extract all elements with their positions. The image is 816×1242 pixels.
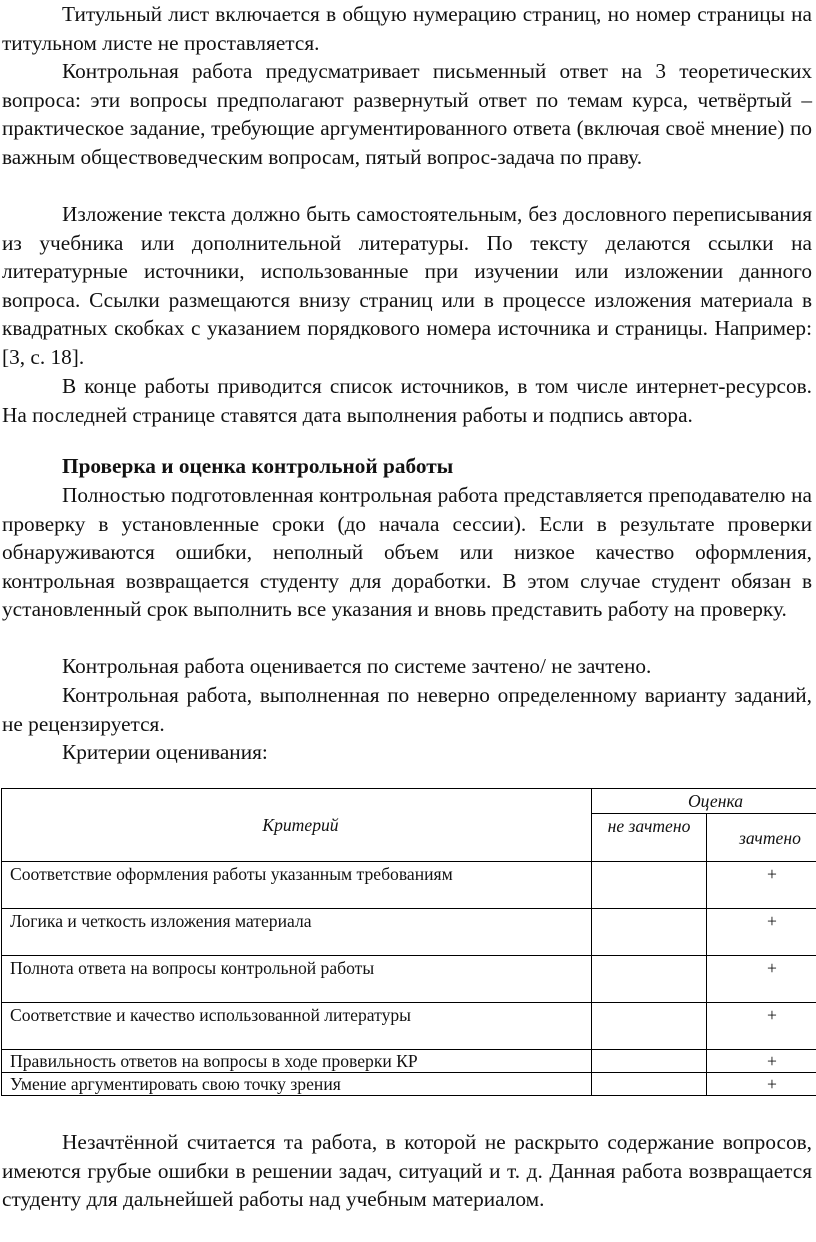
paragraph-check-process: Полностью подготовленная контрольная работа представляется преподавателю на проверку в установленные сроки (до начала сессии). Если в результате проверки обнаруживаются ошибки, неполный объем или низкое качество оформления, контрольная возвращается студенту для доработки. В этом случае студент обязан в установленный срок выполнить все указания и вновь представить работу на проверку. [2, 483, 812, 622]
criterion-cell: Соответствие оформления работы указанным требованиям [2, 862, 592, 909]
table-row [2, 956, 816, 1003]
passed-cell: + [707, 862, 816, 909]
header-criterion: Критерий [2, 789, 592, 862]
passed-cell: + [707, 909, 816, 956]
table-row [2, 909, 816, 956]
table-row [2, 1003, 816, 1050]
paragraph-assignment-structure: Контрольная работа предусматривает письменный ответ на 3 теоретических вопроса: эти вопросы предполагают развернутый ответ по темам курса, четвёртый – практическое задание, требующие аргументированного ответа (включая своё мнение) по важным обществоведческим вопросам, пятый вопрос-задача по праву. [2, 59, 812, 169]
not-passed-cell [592, 1050, 707, 1073]
table-row [2, 1073, 816, 1096]
passed-cell: + [707, 1073, 816, 1096]
passed-cell: + [707, 1050, 816, 1073]
paragraph-failed-work: Незачтённой считается та работа, в которой не раскрыто содержание вопросов, имеются грубые ошибки в решении задач, ситуаций и т. д. Данная работа возвращается студенту для дальнейшей работы над учебным материалом. [2, 1130, 812, 1212]
criteria-intro: Критерии оценивания: [62, 740, 268, 764]
criterion-cell: Полнота ответа на вопросы контрольной работы [2, 956, 592, 1003]
paragraph-wrong-variant: Контрольная работа, выполненная по неверно определенному варианту заданий, не рецензируется. [2, 683, 812, 736]
criterion-cell: Логика и четкость изложения материала [2, 909, 592, 956]
table-row [2, 862, 816, 909]
not-passed-cell [592, 956, 707, 1003]
paragraph-sources: В конце работы приводится список источников, в том числе интернет-ресурсов. На последней странице ставятся дата выполнения работы и подпись автора. [2, 374, 812, 427]
header-passed: зачтено [707, 814, 816, 862]
passed-cell: + [707, 956, 816, 1003]
not-passed-cell [592, 1073, 707, 1096]
table-row [2, 1050, 816, 1073]
section-heading: Проверка и оценка контрольной работы [62, 454, 454, 478]
criteria-table [1, 788, 816, 1096]
criterion-cell: Соответствие и качество использованной литературы [2, 1003, 592, 1050]
not-passed-cell [592, 862, 707, 909]
passed-cell: + [707, 1003, 816, 1050]
not-passed-cell [592, 909, 707, 956]
header-not-passed: не зачтено [592, 814, 707, 862]
header-grade: Оценка [592, 789, 816, 814]
criterion-cell: Умение аргументировать свою точку зрения [2, 1073, 592, 1096]
paragraph-title-page: Титульный лист включается в общую нумерацию страниц, но номер страницы на титульном листе не проставляется. [2, 2, 812, 55]
paragraph-grading-system: Контрольная работа оценивается по системе зачтено/ не зачтено. [62, 654, 652, 678]
paragraph-text-presentation: Изложение текста должно быть самостоятельным, без дословного переписывания из учебника или дополнительной литературы. По тексту делаются ссылки на литературные источники, использованные при изучении или изложении данного вопроса. Ссылки размещаются внизу страниц или в процессе изложения материала в квадратных скобках с указанием порядкового номера источника и страницы. Например: [3, с. 18]. [2, 202, 812, 369]
criterion-cell: Правильность ответов на вопросы в ходе проверки КР [2, 1050, 592, 1073]
not-passed-cell [592, 1003, 707, 1050]
